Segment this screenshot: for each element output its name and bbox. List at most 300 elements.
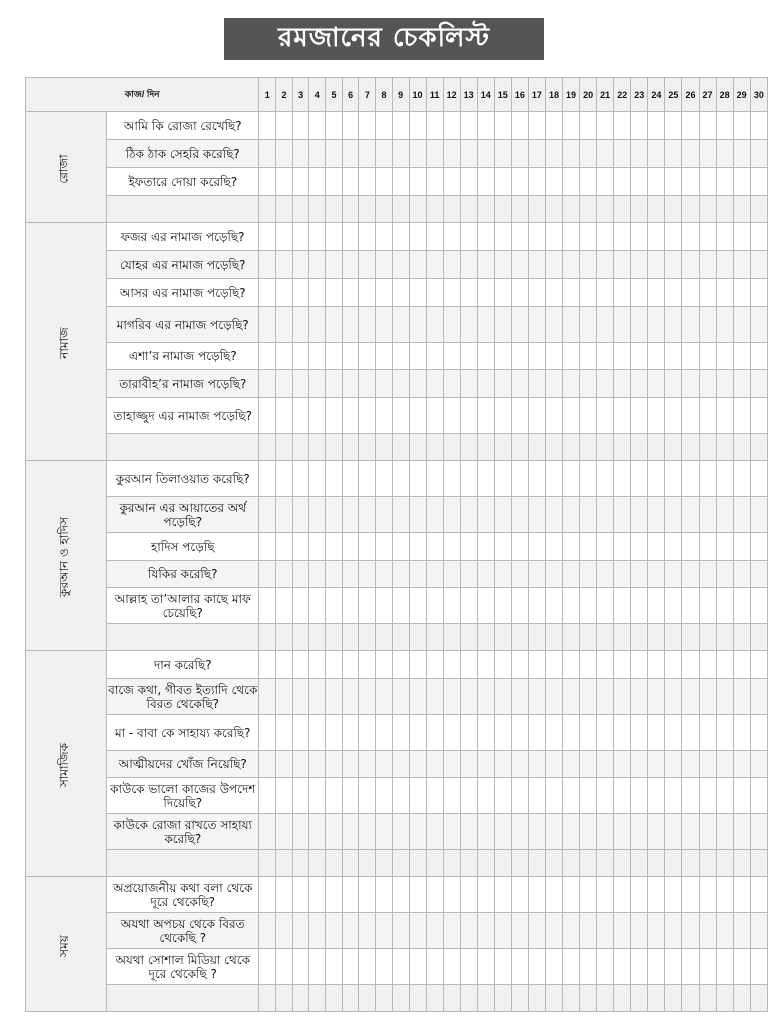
day-checkbox-cell[interactable]: [716, 497, 733, 533]
day-checkbox-cell[interactable]: [699, 343, 716, 370]
day-checkbox-cell[interactable]: [682, 497, 699, 533]
day-checkbox-cell[interactable]: [580, 398, 597, 434]
day-checkbox-cell[interactable]: [648, 561, 665, 588]
day-checkbox-cell[interactable]: [460, 223, 477, 251]
day-checkbox-cell[interactable]: [631, 168, 648, 196]
day-checkbox-cell[interactable]: [545, 679, 562, 715]
day-checkbox-cell[interactable]: [648, 140, 665, 168]
day-checkbox-cell[interactable]: [276, 398, 293, 434]
day-checkbox-cell[interactable]: [276, 533, 293, 561]
day-checkbox-cell[interactable]: [563, 251, 580, 279]
day-checkbox-cell[interactable]: [443, 778, 460, 814]
day-checkbox-cell[interactable]: [326, 949, 343, 985]
day-checkbox-cell[interactable]: [477, 751, 494, 778]
day-checkbox-cell[interactable]: [511, 679, 528, 715]
day-checkbox-cell[interactable]: [259, 251, 276, 279]
day-checkbox-cell[interactable]: [376, 814, 393, 850]
day-checkbox-cell[interactable]: [494, 168, 511, 196]
day-checkbox-cell[interactable]: [665, 877, 682, 913]
day-checkbox-cell[interactable]: [648, 343, 665, 370]
day-checkbox-cell[interactable]: [326, 751, 343, 778]
day-checkbox-cell[interactable]: [426, 877, 443, 913]
day-checkbox-cell[interactable]: [309, 533, 326, 561]
day-checkbox-cell[interactable]: [392, 461, 409, 497]
day-checkbox-cell[interactable]: [392, 279, 409, 307]
day-checkbox-cell[interactable]: [733, 715, 750, 751]
day-checkbox-cell[interactable]: [545, 877, 562, 913]
day-checkbox-cell[interactable]: [309, 112, 326, 140]
day-checkbox-cell[interactable]: [545, 168, 562, 196]
day-checkbox-cell[interactable]: [376, 751, 393, 778]
day-checkbox-cell[interactable]: [597, 223, 614, 251]
day-checkbox-cell[interactable]: [460, 877, 477, 913]
day-checkbox-cell[interactable]: [292, 398, 309, 434]
day-checkbox-cell[interactable]: [494, 343, 511, 370]
day-checkbox-cell[interactable]: [426, 913, 443, 949]
day-checkbox-cell[interactable]: [750, 679, 767, 715]
day-checkbox-cell[interactable]: [359, 715, 376, 751]
day-checkbox-cell[interactable]: [699, 497, 716, 533]
day-checkbox-cell[interactable]: [292, 307, 309, 343]
day-checkbox-cell[interactable]: [682, 140, 699, 168]
day-checkbox-cell[interactable]: [426, 370, 443, 398]
day-checkbox-cell[interactable]: [409, 778, 426, 814]
day-checkbox-cell[interactable]: [682, 588, 699, 624]
day-checkbox-cell[interactable]: [426, 778, 443, 814]
day-checkbox-cell[interactable]: [259, 913, 276, 949]
day-checkbox-cell[interactable]: [494, 715, 511, 751]
day-checkbox-cell[interactable]: [477, 778, 494, 814]
day-checkbox-cell[interactable]: [359, 398, 376, 434]
day-checkbox-cell[interactable]: [648, 877, 665, 913]
day-checkbox-cell[interactable]: [409, 913, 426, 949]
day-checkbox-cell[interactable]: [682, 715, 699, 751]
day-checkbox-cell[interactable]: [580, 877, 597, 913]
day-checkbox-cell[interactable]: [460, 370, 477, 398]
day-checkbox-cell[interactable]: [699, 877, 716, 913]
day-checkbox-cell[interactable]: [326, 112, 343, 140]
day-checkbox-cell[interactable]: [359, 778, 376, 814]
day-checkbox-cell[interactable]: [443, 949, 460, 985]
day-checkbox-cell[interactable]: [460, 949, 477, 985]
day-checkbox-cell[interactable]: [494, 307, 511, 343]
day-checkbox-cell[interactable]: [276, 140, 293, 168]
day-checkbox-cell[interactable]: [359, 913, 376, 949]
day-checkbox-cell[interactable]: [597, 679, 614, 715]
day-checkbox-cell[interactable]: [648, 715, 665, 751]
day-checkbox-cell[interactable]: [426, 588, 443, 624]
day-checkbox-cell[interactable]: [326, 588, 343, 624]
day-checkbox-cell[interactable]: [699, 223, 716, 251]
day-checkbox-cell[interactable]: [376, 533, 393, 561]
day-checkbox-cell[interactable]: [309, 251, 326, 279]
day-checkbox-cell[interactable]: [359, 140, 376, 168]
day-checkbox-cell[interactable]: [631, 913, 648, 949]
day-checkbox-cell[interactable]: [409, 370, 426, 398]
day-checkbox-cell[interactable]: [326, 307, 343, 343]
day-checkbox-cell[interactable]: [699, 461, 716, 497]
day-checkbox-cell[interactable]: [580, 533, 597, 561]
day-checkbox-cell[interactable]: [292, 877, 309, 913]
day-checkbox-cell[interactable]: [699, 307, 716, 343]
day-checkbox-cell[interactable]: [665, 223, 682, 251]
day-checkbox-cell[interactable]: [276, 913, 293, 949]
day-checkbox-cell[interactable]: [494, 778, 511, 814]
day-checkbox-cell[interactable]: [682, 533, 699, 561]
day-checkbox-cell[interactable]: [631, 533, 648, 561]
day-checkbox-cell[interactable]: [665, 913, 682, 949]
day-checkbox-cell[interactable]: [460, 751, 477, 778]
day-checkbox-cell[interactable]: [309, 751, 326, 778]
day-checkbox-cell[interactable]: [614, 877, 631, 913]
day-checkbox-cell[interactable]: [443, 398, 460, 434]
day-checkbox-cell[interactable]: [699, 140, 716, 168]
day-checkbox-cell[interactable]: [648, 949, 665, 985]
day-checkbox-cell[interactable]: [309, 168, 326, 196]
day-checkbox-cell[interactable]: [409, 168, 426, 196]
day-checkbox-cell[interactable]: [750, 561, 767, 588]
day-checkbox-cell[interactable]: [259, 778, 276, 814]
day-checkbox-cell[interactable]: [614, 715, 631, 751]
day-checkbox-cell[interactable]: [292, 561, 309, 588]
day-checkbox-cell[interactable]: [392, 814, 409, 850]
day-checkbox-cell[interactable]: [359, 223, 376, 251]
day-checkbox-cell[interactable]: [648, 751, 665, 778]
day-checkbox-cell[interactable]: [292, 588, 309, 624]
day-checkbox-cell[interactable]: [409, 949, 426, 985]
day-checkbox-cell[interactable]: [580, 140, 597, 168]
day-checkbox-cell[interactable]: [276, 561, 293, 588]
day-checkbox-cell[interactable]: [682, 679, 699, 715]
day-checkbox-cell[interactable]: [511, 561, 528, 588]
day-checkbox-cell[interactable]: [460, 913, 477, 949]
day-checkbox-cell[interactable]: [750, 588, 767, 624]
day-checkbox-cell[interactable]: [359, 588, 376, 624]
day-checkbox-cell[interactable]: [276, 588, 293, 624]
day-checkbox-cell[interactable]: [292, 814, 309, 850]
day-checkbox-cell[interactable]: [699, 913, 716, 949]
day-checkbox-cell[interactable]: [443, 715, 460, 751]
day-checkbox-cell[interactable]: [733, 343, 750, 370]
day-checkbox-cell[interactable]: [699, 112, 716, 140]
day-checkbox-cell[interactable]: [494, 370, 511, 398]
day-checkbox-cell[interactable]: [409, 251, 426, 279]
day-checkbox-cell[interactable]: [716, 461, 733, 497]
day-checkbox-cell[interactable]: [682, 913, 699, 949]
day-checkbox-cell[interactable]: [460, 343, 477, 370]
day-checkbox-cell[interactable]: [597, 168, 614, 196]
day-checkbox-cell[interactable]: [309, 223, 326, 251]
day-checkbox-cell[interactable]: [259, 814, 276, 850]
day-checkbox-cell[interactable]: [545, 814, 562, 850]
day-checkbox-cell[interactable]: [460, 112, 477, 140]
day-checkbox-cell[interactable]: [563, 279, 580, 307]
day-checkbox-cell[interactable]: [276, 497, 293, 533]
day-checkbox-cell[interactable]: [409, 279, 426, 307]
day-checkbox-cell[interactable]: [409, 343, 426, 370]
day-checkbox-cell[interactable]: [614, 751, 631, 778]
day-checkbox-cell[interactable]: [580, 751, 597, 778]
day-checkbox-cell[interactable]: [309, 279, 326, 307]
day-checkbox-cell[interactable]: [750, 913, 767, 949]
day-checkbox-cell[interactable]: [750, 223, 767, 251]
day-checkbox-cell[interactable]: [750, 140, 767, 168]
day-checkbox-cell[interactable]: [276, 814, 293, 850]
day-checkbox-cell[interactable]: [309, 913, 326, 949]
day-checkbox-cell[interactable]: [426, 533, 443, 561]
day-checkbox-cell[interactable]: [545, 251, 562, 279]
day-checkbox-cell[interactable]: [309, 877, 326, 913]
day-checkbox-cell[interactable]: [733, 751, 750, 778]
day-checkbox-cell[interactable]: [716, 533, 733, 561]
day-checkbox-cell[interactable]: [716, 751, 733, 778]
day-checkbox-cell[interactable]: [750, 343, 767, 370]
day-checkbox-cell[interactable]: [563, 168, 580, 196]
day-checkbox-cell[interactable]: [326, 679, 343, 715]
day-checkbox-cell[interactable]: [376, 561, 393, 588]
day-checkbox-cell[interactable]: [443, 561, 460, 588]
day-checkbox-cell[interactable]: [545, 307, 562, 343]
day-checkbox-cell[interactable]: [276, 251, 293, 279]
day-checkbox-cell[interactable]: [460, 679, 477, 715]
day-checkbox-cell[interactable]: [342, 715, 359, 751]
day-checkbox-cell[interactable]: [326, 778, 343, 814]
day-checkbox-cell[interactable]: [494, 223, 511, 251]
day-checkbox-cell[interactable]: [392, 343, 409, 370]
day-checkbox-cell[interactable]: [580, 370, 597, 398]
day-checkbox-cell[interactable]: [494, 679, 511, 715]
day-checkbox-cell[interactable]: [597, 533, 614, 561]
day-checkbox-cell[interactable]: [460, 497, 477, 533]
day-checkbox-cell[interactable]: [528, 877, 545, 913]
day-checkbox-cell[interactable]: [494, 251, 511, 279]
day-checkbox-cell[interactable]: [699, 949, 716, 985]
day-checkbox-cell[interactable]: [716, 913, 733, 949]
day-checkbox-cell[interactable]: [276, 307, 293, 343]
day-checkbox-cell[interactable]: [326, 561, 343, 588]
day-checkbox-cell[interactable]: [682, 651, 699, 679]
day-checkbox-cell[interactable]: [750, 949, 767, 985]
day-checkbox-cell[interactable]: [292, 168, 309, 196]
day-checkbox-cell[interactable]: [326, 913, 343, 949]
day-checkbox-cell[interactable]: [376, 949, 393, 985]
day-checkbox-cell[interactable]: [494, 497, 511, 533]
day-checkbox-cell[interactable]: [631, 877, 648, 913]
day-checkbox-cell[interactable]: [259, 370, 276, 398]
day-checkbox-cell[interactable]: [392, 307, 409, 343]
day-checkbox-cell[interactable]: [750, 251, 767, 279]
day-checkbox-cell[interactable]: [460, 168, 477, 196]
day-checkbox-cell[interactable]: [682, 251, 699, 279]
day-checkbox-cell[interactable]: [665, 497, 682, 533]
day-checkbox-cell[interactable]: [563, 561, 580, 588]
day-checkbox-cell[interactable]: [511, 307, 528, 343]
day-checkbox-cell[interactable]: [359, 814, 376, 850]
day-checkbox-cell[interactable]: [580, 715, 597, 751]
day-checkbox-cell[interactable]: [309, 497, 326, 533]
day-checkbox-cell[interactable]: [276, 751, 293, 778]
day-checkbox-cell[interactable]: [580, 461, 597, 497]
day-checkbox-cell[interactable]: [342, 497, 359, 533]
day-checkbox-cell[interactable]: [392, 561, 409, 588]
day-checkbox-cell[interactable]: [359, 307, 376, 343]
day-checkbox-cell[interactable]: [631, 651, 648, 679]
day-checkbox-cell[interactable]: [259, 533, 276, 561]
day-checkbox-cell[interactable]: [426, 343, 443, 370]
day-checkbox-cell[interactable]: [292, 651, 309, 679]
day-checkbox-cell[interactable]: [528, 588, 545, 624]
day-checkbox-cell[interactable]: [545, 949, 562, 985]
day-checkbox-cell[interactable]: [359, 168, 376, 196]
day-checkbox-cell[interactable]: [648, 814, 665, 850]
day-checkbox-cell[interactable]: [359, 877, 376, 913]
day-checkbox-cell[interactable]: [528, 715, 545, 751]
day-checkbox-cell[interactable]: [443, 533, 460, 561]
day-checkbox-cell[interactable]: [477, 307, 494, 343]
day-checkbox-cell[interactable]: [309, 307, 326, 343]
day-checkbox-cell[interactable]: [276, 168, 293, 196]
day-checkbox-cell[interactable]: [309, 588, 326, 624]
day-checkbox-cell[interactable]: [309, 370, 326, 398]
day-checkbox-cell[interactable]: [359, 461, 376, 497]
day-checkbox-cell[interactable]: [511, 112, 528, 140]
day-checkbox-cell[interactable]: [716, 140, 733, 168]
day-checkbox-cell[interactable]: [376, 913, 393, 949]
day-checkbox-cell[interactable]: [682, 751, 699, 778]
day-checkbox-cell[interactable]: [716, 778, 733, 814]
day-checkbox-cell[interactable]: [750, 279, 767, 307]
day-checkbox-cell[interactable]: [631, 307, 648, 343]
day-checkbox-cell[interactable]: [750, 877, 767, 913]
day-checkbox-cell[interactable]: [631, 398, 648, 434]
day-checkbox-cell[interactable]: [342, 279, 359, 307]
day-checkbox-cell[interactable]: [665, 370, 682, 398]
day-checkbox-cell[interactable]: [376, 140, 393, 168]
day-checkbox-cell[interactable]: [477, 497, 494, 533]
day-checkbox-cell[interactable]: [443, 651, 460, 679]
day-checkbox-cell[interactable]: [359, 533, 376, 561]
day-checkbox-cell[interactable]: [699, 279, 716, 307]
day-checkbox-cell[interactable]: [259, 715, 276, 751]
day-checkbox-cell[interactable]: [545, 913, 562, 949]
day-checkbox-cell[interactable]: [359, 561, 376, 588]
day-checkbox-cell[interactable]: [342, 533, 359, 561]
day-checkbox-cell[interactable]: [392, 751, 409, 778]
day-checkbox-cell[interactable]: [342, 751, 359, 778]
day-checkbox-cell[interactable]: [326, 497, 343, 533]
day-checkbox-cell[interactable]: [699, 814, 716, 850]
day-checkbox-cell[interactable]: [342, 588, 359, 624]
day-checkbox-cell[interactable]: [597, 398, 614, 434]
day-checkbox-cell[interactable]: [597, 343, 614, 370]
day-checkbox-cell[interactable]: [716, 588, 733, 624]
day-checkbox-cell[interactable]: [443, 877, 460, 913]
day-checkbox-cell[interactable]: [477, 398, 494, 434]
day-checkbox-cell[interactable]: [528, 533, 545, 561]
day-checkbox-cell[interactable]: [682, 561, 699, 588]
day-checkbox-cell[interactable]: [545, 561, 562, 588]
day-checkbox-cell[interactable]: [342, 223, 359, 251]
day-checkbox-cell[interactable]: [528, 168, 545, 196]
day-checkbox-cell[interactable]: [580, 168, 597, 196]
day-checkbox-cell[interactable]: [376, 223, 393, 251]
day-checkbox-cell[interactable]: [276, 279, 293, 307]
day-checkbox-cell[interactable]: [511, 343, 528, 370]
day-checkbox-cell[interactable]: [580, 561, 597, 588]
day-checkbox-cell[interactable]: [733, 877, 750, 913]
day-checkbox-cell[interactable]: [292, 112, 309, 140]
day-checkbox-cell[interactable]: [494, 140, 511, 168]
day-checkbox-cell[interactable]: [682, 343, 699, 370]
day-checkbox-cell[interactable]: [376, 307, 393, 343]
day-checkbox-cell[interactable]: [699, 533, 716, 561]
day-checkbox-cell[interactable]: [359, 370, 376, 398]
day-checkbox-cell[interactable]: [648, 112, 665, 140]
day-checkbox-cell[interactable]: [477, 533, 494, 561]
day-checkbox-cell[interactable]: [682, 223, 699, 251]
day-checkbox-cell[interactable]: [614, 913, 631, 949]
day-checkbox-cell[interactable]: [597, 877, 614, 913]
day-checkbox-cell[interactable]: [682, 877, 699, 913]
day-checkbox-cell[interactable]: [477, 112, 494, 140]
day-checkbox-cell[interactable]: [665, 112, 682, 140]
day-checkbox-cell[interactable]: [563, 949, 580, 985]
day-checkbox-cell[interactable]: [545, 497, 562, 533]
day-checkbox-cell[interactable]: [733, 370, 750, 398]
day-checkbox-cell[interactable]: [631, 561, 648, 588]
day-checkbox-cell[interactable]: [750, 814, 767, 850]
day-checkbox-cell[interactable]: [392, 679, 409, 715]
day-checkbox-cell[interactable]: [443, 497, 460, 533]
day-checkbox-cell[interactable]: [409, 307, 426, 343]
day-checkbox-cell[interactable]: [733, 651, 750, 679]
day-checkbox-cell[interactable]: [477, 679, 494, 715]
day-checkbox-cell[interactable]: [460, 651, 477, 679]
day-checkbox-cell[interactable]: [477, 814, 494, 850]
day-checkbox-cell[interactable]: [409, 533, 426, 561]
day-checkbox-cell[interactable]: [359, 251, 376, 279]
day-checkbox-cell[interactable]: [750, 497, 767, 533]
day-checkbox-cell[interactable]: [326, 461, 343, 497]
day-checkbox-cell[interactable]: [359, 279, 376, 307]
day-checkbox-cell[interactable]: [342, 561, 359, 588]
day-checkbox-cell[interactable]: [614, 223, 631, 251]
day-checkbox-cell[interactable]: [597, 949, 614, 985]
day-checkbox-cell[interactable]: [426, 497, 443, 533]
day-checkbox-cell[interactable]: [614, 651, 631, 679]
day-checkbox-cell[interactable]: [545, 533, 562, 561]
day-checkbox-cell[interactable]: [259, 140, 276, 168]
day-checkbox-cell[interactable]: [699, 370, 716, 398]
day-checkbox-cell[interactable]: [716, 251, 733, 279]
day-checkbox-cell[interactable]: [259, 949, 276, 985]
day-checkbox-cell[interactable]: [733, 140, 750, 168]
day-checkbox-cell[interactable]: [631, 223, 648, 251]
day-checkbox-cell[interactable]: [460, 715, 477, 751]
day-checkbox-cell[interactable]: [259, 168, 276, 196]
day-checkbox-cell[interactable]: [699, 651, 716, 679]
day-checkbox-cell[interactable]: [376, 679, 393, 715]
day-checkbox-cell[interactable]: [409, 497, 426, 533]
day-checkbox-cell[interactable]: [528, 140, 545, 168]
day-checkbox-cell[interactable]: [733, 279, 750, 307]
day-checkbox-cell[interactable]: [682, 307, 699, 343]
day-checkbox-cell[interactable]: [494, 398, 511, 434]
day-checkbox-cell[interactable]: [716, 715, 733, 751]
day-checkbox-cell[interactable]: [580, 307, 597, 343]
day-checkbox-cell[interactable]: [563, 307, 580, 343]
day-checkbox-cell[interactable]: [326, 533, 343, 561]
